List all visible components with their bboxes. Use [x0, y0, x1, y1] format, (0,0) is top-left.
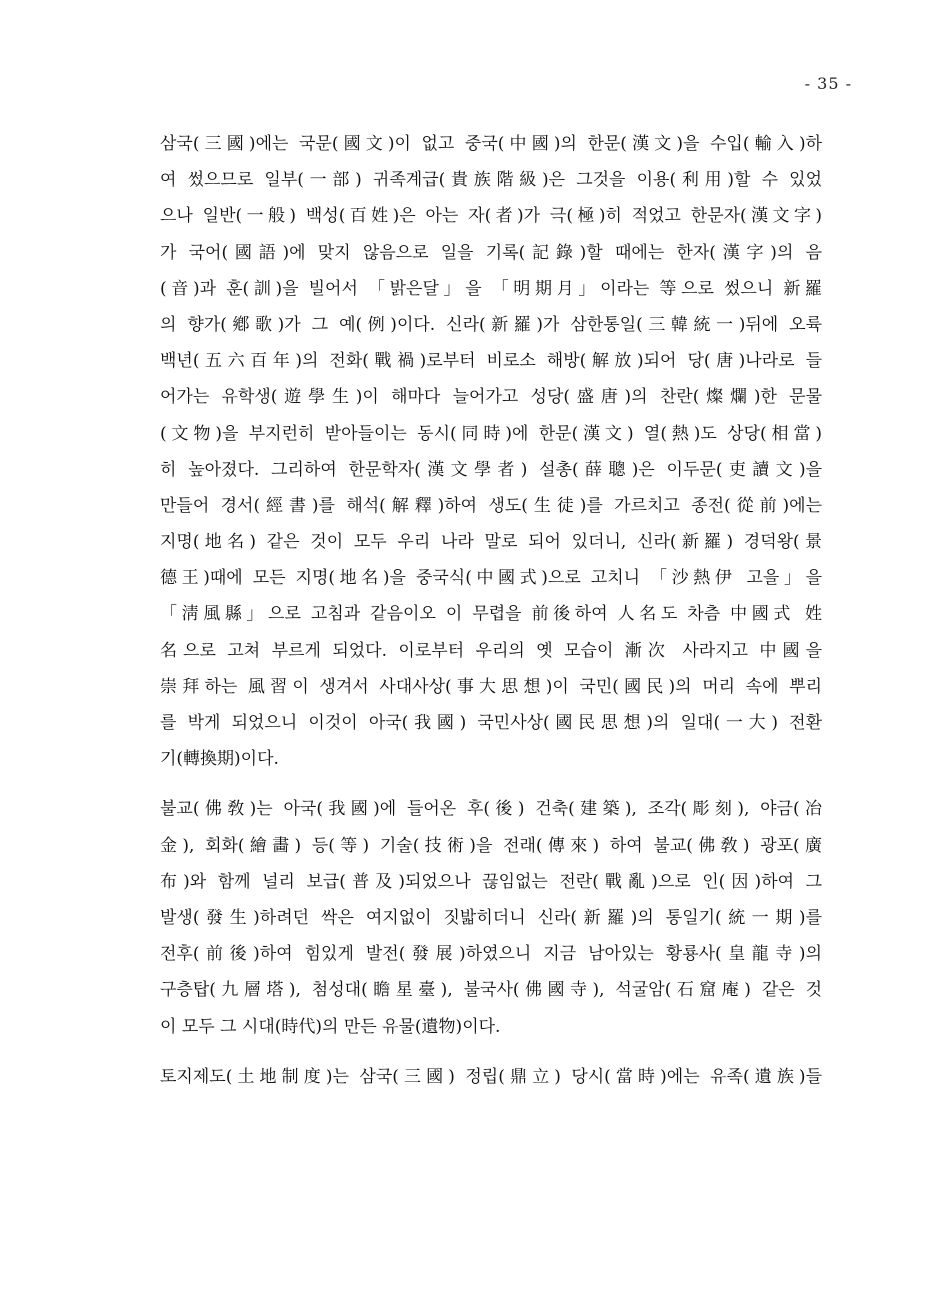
text-line: 불교(佛敎)는 아국(我國)에 들어온 후(後) 건축(建築), 조각(彫刻), 야금(冶 — [160, 799, 822, 820]
text-line: 名으로 고쳐 부르게 되었다. 이로부터 우리의 옛 모습이 漸次 사라지고 中國을 — [160, 640, 822, 661]
text-line: 德王)때에 모든 지명(地名)을 중국식(中國式)으로 고치니 「沙熱伊 고을」을 — [160, 568, 822, 589]
text-line: 전후(前後)하여 힘있게 발전(發展)하였으니 지금 남아있는 황룡사(皇龍寺)의 — [160, 944, 822, 965]
text-line: 「淸風縣」으로 고침과 같음이오 이 무렵을 前後하여 人名도 차츰 中國式 姓 — [160, 604, 822, 625]
text-line: 히 높아졌다. 그리하여 한문학자(漢文學者) 설총(薛聰)은 이두문(吏讀文)을 — [160, 459, 822, 480]
paragraph-buddhism — [160, 791, 822, 1044]
text-line: 이 모두 그 시대(時代)의 만든 유물(遺物)이다. — [160, 1016, 501, 1037]
text-line: 의 향가(鄕歌)가 그 예(例)이다. 신라(新羅)가 삼한통일(三韓統一)뒤에 오륙 — [160, 314, 822, 335]
text-line: 만들어 경서(經書)를 해석(解釋)하여 생도(生徒)를 가르치고 종전(從前)에는 — [160, 495, 822, 516]
text-line: 구층탑(九層塔), 첨성대(瞻星臺), 불국사(佛國寺), 석굴암(石窟庵) 같은 것 — [160, 980, 822, 1001]
text-line: 토지제도(土地制度)는 삼국(三國) 정립(鼎立) 당시(當時)에는 유족(遺族)들 — [160, 1066, 822, 1087]
text-line: 백년(五六百年)의 전화(戰禍)로부터 비로소 해방(解放)되어 당(唐)나라로 들 — [160, 351, 822, 372]
paragraph-land-system — [160, 1059, 822, 1095]
paragraph-gap — [160, 1045, 822, 1059]
page-number: - 35 - — [804, 74, 852, 93]
text-line: 가 국어(國語)에 맞지 않음으로 일을 기록(記錄)할 때에는 한자(漢字)의 음 — [160, 242, 822, 263]
text-line: (文物)을 부지런히 받아들이는 동시(同時)에 한문(漢文) 열(熱)도 상당(相當) — [160, 423, 822, 444]
text-line: (音)과 훈(訓)을 빌어서 「밝은달」을 「明期月」이라는 等으로 썼으니 新羅 — [160, 278, 822, 299]
text-line: 기(轉換期)이다. — [160, 749, 279, 770]
paragraph-three-kingdoms-script — [160, 126, 822, 777]
text-line: 으나 일반(一般) 백성(百姓)은 아는 자(者)가 극(極)히 적었고 한문자(漢文字) — [160, 206, 822, 227]
text-line: 여 썼으므로 일부(一部) 귀족계급(貴族階級)은 그것을 이용(利用)할 수 있었 — [160, 170, 822, 191]
text-line: 발생(發生)하려던 싹은 여지없이 짓밟히더니 신라(新羅)의 통일기(統一期)를 — [160, 907, 822, 928]
text-line: 崇拜하는 風習이 생겨서 사대사상(事大思想)이 국민(國民)의 머리 속에 뿌리 — [160, 676, 822, 697]
text-line: 어가는 유학생(遊學生)이 해마다 늘어가고 성당(盛唐)의 찬란(燦爛)한 문물 — [160, 387, 822, 408]
text-line: 를 박게 되었으니 이것이 아국(我國) 국민사상(國民思想)의 일대(一大) 전환 — [160, 713, 822, 733]
body-text — [160, 126, 822, 1095]
text-line: 지명(地名) 같은 것이 모두 우리 나라 말로 되어 있더니, 신라(新羅) 경덕왕(景 — [160, 532, 822, 553]
text-line: 金), 회화(繪畵) 등(等) 기술(技術)을 전래(傳來) 하여 불교(佛敎) 광포(廣 — [160, 835, 822, 856]
text-line: 삼국(三國)에는 국문(國文)이 없고 중국(中國)의 한문(漢文)을 수입(輸入)하 — [160, 134, 822, 154]
paragraph-gap — [160, 777, 822, 791]
text-line: 布)와 함께 널리 보급(普及)되었으나 끊임없는 전란(戰亂)으로 인(因)하여 그 — [160, 871, 822, 892]
